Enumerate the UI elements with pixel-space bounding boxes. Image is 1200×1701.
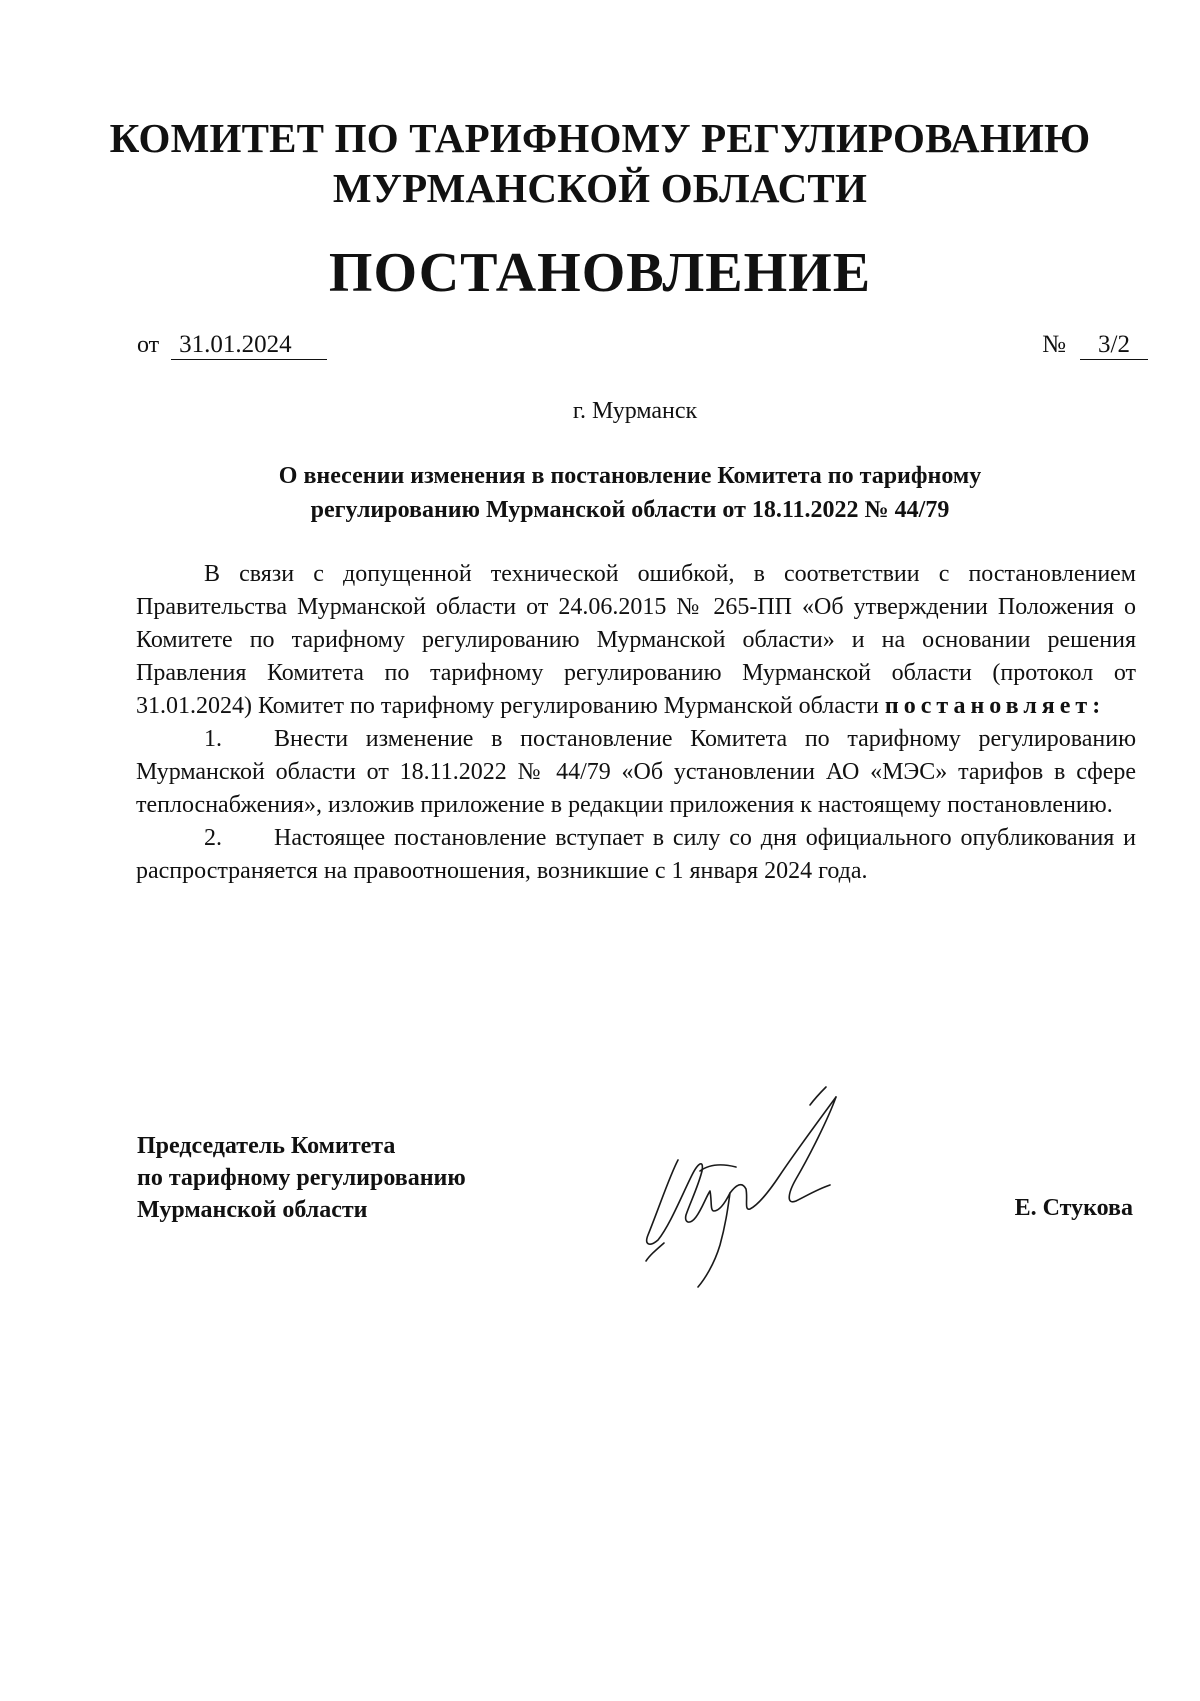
document-date: [137, 330, 327, 360]
preamble-paragraph: [136, 558, 1136, 723]
position-line-3: Мурманской области: [137, 1197, 368, 1223]
decree-item-2: [136, 822, 1136, 888]
item-number: 2.: [204, 825, 222, 851]
handwritten-signature: [640, 1075, 880, 1295]
date-label: от: [137, 332, 160, 358]
subject-line-2: регулированию Мурманской области от 18.11.2022 № 44/79: [310, 497, 950, 523]
document-type-title: ПОСТАНОВЛЕНИЕ: [328, 242, 872, 304]
document-body: [136, 558, 1136, 888]
number-value: 3/2: [1080, 331, 1148, 360]
item-text: Настоящее постановление вступает в силу со дня официального опубликования и распространяется на правоотношения, возникшие с 1 января 2024 года.: [136, 825, 1136, 884]
number-label: №: [1042, 331, 1066, 358]
decree-item-1: [136, 723, 1136, 822]
organization-name-line-2: МУРМАНСКОЙ ОБЛАСТИ: [332, 165, 868, 211]
signer-name: Е. Стукова: [1014, 1195, 1133, 1221]
item-number: 1.: [204, 726, 222, 752]
signatory-position: [137, 1130, 466, 1226]
position-line-2: по тарифному регулированию: [137, 1165, 466, 1191]
decrees-colon: :: [1092, 693, 1106, 719]
document-city: г. Мурманск: [572, 398, 698, 424]
decrees-word: постановляет: [884, 693, 1093, 719]
subject-line-1: О внесении изменения в постановление Комитета по тарифному: [278, 463, 982, 489]
organization-name-line-1: КОМИТЕТ ПО ТАРИФНОМУ РЕГУЛИРОВАНИЮ: [109, 115, 1091, 161]
preamble-text: В связи с допущенной технической ошибкой, в соответствии с постановлением Правительства Мурманской области от 24.06.2015 № 265-ПП «Об утверждении Положения о Комитете по тарифному регулированию Мурманской области» и на основании решения Правления Комитета по тарифному регулированию Мурманской области (протокол от 31.01.2024) Комитет по тарифному регулированию Мурманской области: [136, 561, 1136, 719]
date-value: 31.01.2024: [171, 331, 327, 360]
document-subject: [150, 459, 1110, 527]
document-number: [1042, 330, 1148, 360]
position-line-1: Председатель Комитета: [137, 1133, 396, 1159]
item-text: Внести изменение в постановление Комитета по тарифному регулированию Мурманской области от 18.11.2022 № 44/79 «Об установлении АО «МЭС» тарифов в сфере теплоснабжения», изложив приложение в редакции приложения к настоящему постановлению.: [136, 726, 1136, 818]
